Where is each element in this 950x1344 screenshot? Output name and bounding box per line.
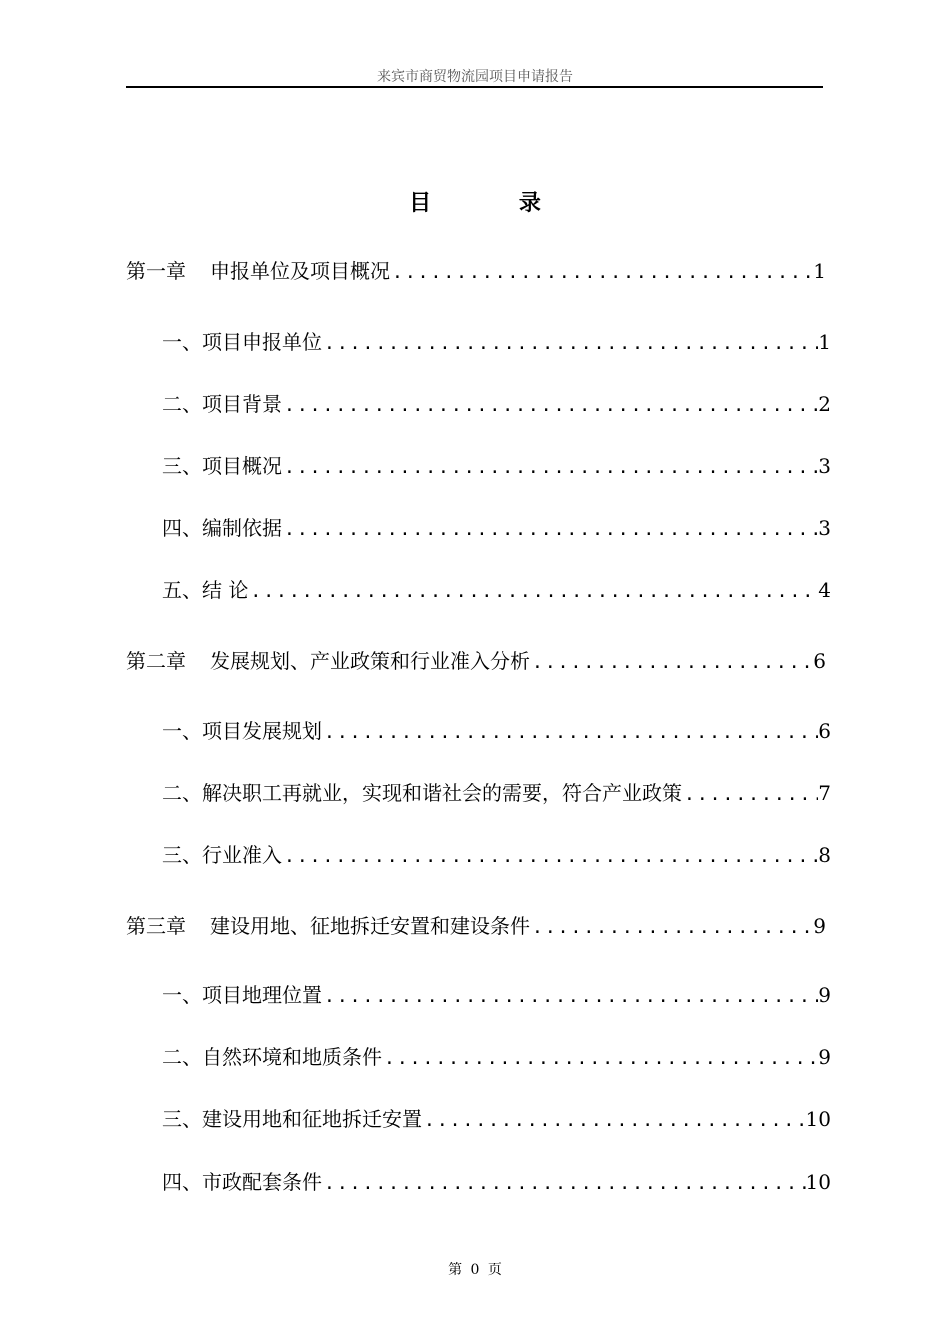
page-footer: 第 0 页 — [448, 1262, 502, 1278]
toc-entry-label: 二、项目背景 — [162, 392, 282, 416]
chapter-title: 申报单位及项目概况 — [210, 259, 390, 283]
toc-page-number: 6 — [818, 719, 831, 743]
toc-entry-label: 三、行业准入 — [162, 843, 282, 867]
toc-entry-label — [126, 259, 390, 283]
chapter-number: 第一章 — [126, 259, 186, 283]
toc-section-3-4[interactable] — [162, 1170, 831, 1196]
dot-leader — [322, 721, 818, 745]
dot-leader — [530, 651, 813, 675]
chapter-title: 建设用地、征地拆迁安置和建设条件 — [210, 914, 530, 938]
toc-entry-label: 三、建设用地和征地拆迁安置 — [162, 1107, 422, 1131]
dot-leader — [390, 261, 813, 285]
toc-entry-label: 一、项目发展规划 — [162, 719, 322, 743]
toc-page-number: 9 — [818, 983, 831, 1007]
chapter-number: 第二章 — [126, 649, 186, 673]
toc-title: 目 录 — [409, 191, 581, 216]
toc-section-1-4[interactable] — [162, 516, 831, 542]
toc-entry-label — [126, 649, 530, 673]
toc-entry-label: 一、项目地理位置 — [162, 983, 322, 1007]
toc-section-1-2[interactable] — [162, 392, 831, 418]
chapter-number: 第三章 — [126, 914, 186, 938]
dot-leader — [282, 456, 818, 480]
toc-section-1-3[interactable] — [162, 454, 831, 480]
chapter-title: 发展规划、产业政策和行业准入分析 — [210, 649, 530, 673]
toc-entry-label: 一、项目申报单位 — [162, 330, 322, 354]
toc-section-2-1[interactable] — [162, 719, 831, 745]
dot-leader — [682, 783, 818, 807]
dot-leader — [322, 985, 818, 1009]
toc-entry-label: 五、结 论 — [162, 578, 249, 602]
toc-page-number: 1 — [818, 330, 831, 354]
toc-entry-label: 二、解决职工再就业，实现和谐社会的需要，符合产业政策 — [162, 781, 682, 805]
toc-page-number: 8 — [818, 843, 831, 867]
toc-section-2-2[interactable] — [162, 781, 831, 807]
toc-entry-label — [126, 914, 530, 938]
toc-section-1-5[interactable] — [162, 578, 831, 604]
dot-leader — [282, 394, 818, 418]
toc-page-number: 10 — [805, 1107, 831, 1131]
dot-leader — [282, 845, 818, 869]
dot-leader — [422, 1109, 806, 1133]
toc-page-number: 10 — [805, 1170, 831, 1194]
dot-leader — [322, 1172, 806, 1196]
toc-section-3-2[interactable] — [162, 1045, 831, 1071]
toc-page-number: 9 — [813, 914, 826, 938]
toc-page-number: 3 — [818, 516, 831, 540]
dot-leader — [530, 916, 813, 940]
toc-section-3-1[interactable] — [162, 983, 831, 1009]
toc-page-number: 6 — [813, 649, 826, 673]
toc-page-number: 3 — [818, 454, 831, 478]
toc-page-number: 4 — [818, 578, 831, 602]
toc-chapter-3[interactable] — [126, 914, 826, 940]
toc-entry-label: 四、市政配套条件 — [162, 1170, 322, 1194]
toc-section-1-1[interactable] — [162, 330, 831, 356]
running-header: 来宾市商贸物流园项目申请报告 — [377, 69, 573, 85]
toc-page-number: 7 — [818, 781, 831, 805]
toc-entry-label: 四、编制依据 — [162, 516, 282, 540]
toc-section-2-3[interactable] — [162, 843, 831, 869]
dot-leader — [322, 332, 818, 356]
toc-page-number: 1 — [813, 259, 826, 283]
toc-section-3-3[interactable] — [162, 1107, 831, 1133]
header-rule — [126, 86, 823, 88]
toc-page-number: 9 — [818, 1045, 831, 1069]
toc-entry-label: 三、项目概况 — [162, 454, 282, 478]
toc-chapter-2[interactable] — [126, 649, 826, 675]
dot-leader — [248, 580, 818, 604]
toc-chapter-1[interactable] — [126, 259, 826, 285]
toc-entry-label: 二、自然环境和地质条件 — [162, 1045, 382, 1069]
dot-leader — [282, 518, 818, 542]
dot-leader — [382, 1047, 818, 1071]
toc-page-number: 2 — [818, 392, 831, 416]
